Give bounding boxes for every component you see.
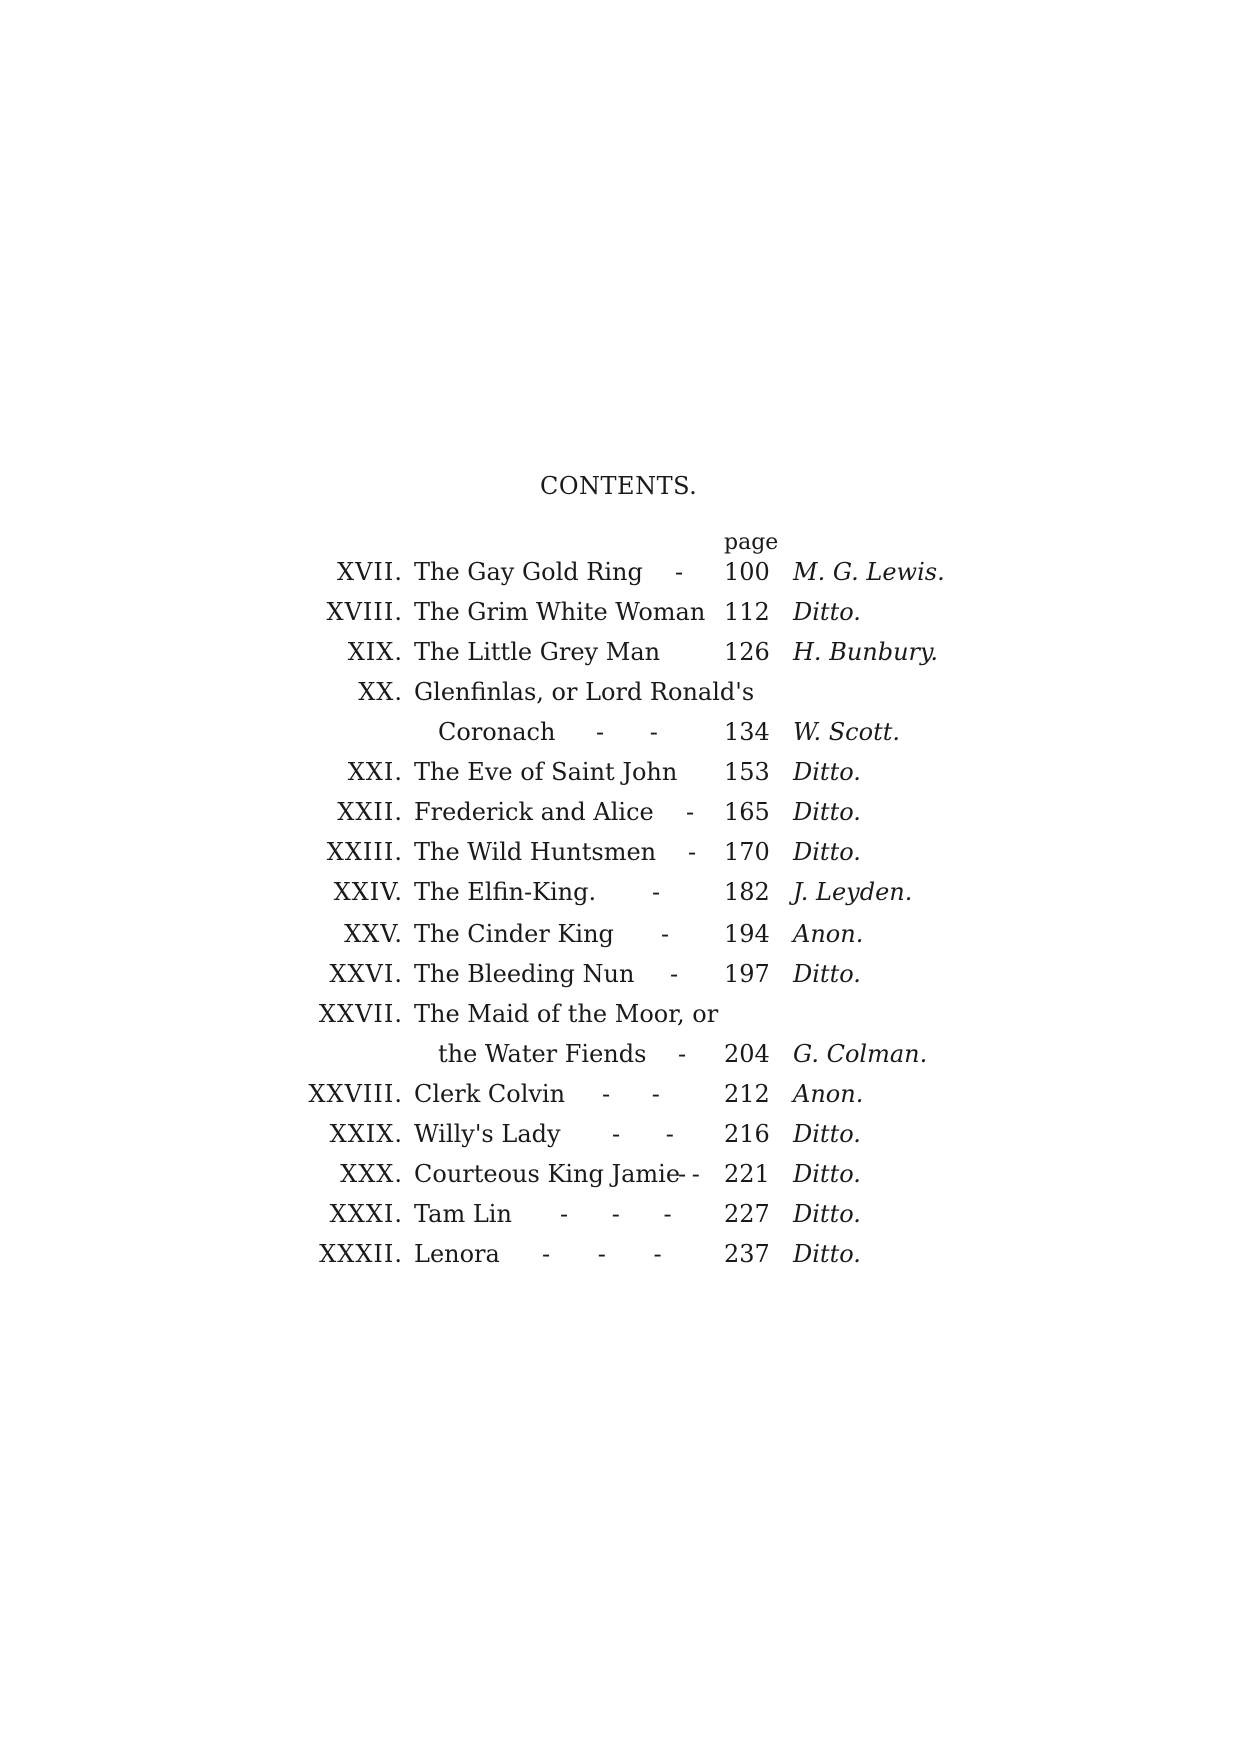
toc-entry-continuation [0,718,1241,754]
entry-author: Anon. [793,1080,864,1108]
toc-entry [0,838,1241,874]
entry-leader: - - - [542,1240,662,1268]
entry-page: 182 [724,878,770,906]
entry-author: Ditto. [793,758,861,786]
entry-number: XX. [358,678,403,706]
entry-title: The Eve of Saint John [414,758,678,786]
entry-number: XXX. [340,1160,403,1188]
entry-page: 204 [724,1040,770,1068]
entry-number: XXXII. [319,1240,403,1268]
entry-title: The Little Grey Man [414,638,661,666]
entry-number: XXXI. [329,1200,403,1228]
entry-author: J. Leyden. [793,878,913,906]
entry-leader: - - [612,1120,674,1148]
entry-title: The Bleeding Nun [414,960,635,988]
entry-number: XIX. [347,638,403,666]
toc-entry [0,1200,1241,1236]
entry-leader: - [678,1040,687,1068]
entry-author: Ditto. [793,1240,861,1268]
entry-author: Ditto. [793,1200,861,1228]
entry-title: Lenora [414,1240,500,1268]
entry-title: Tam Lin [414,1200,512,1228]
entry-title: The Maid of the Moor, or [414,1000,719,1028]
entry-number: XXII. [337,798,403,826]
entry-title: The Elfin-King. [414,878,597,906]
entry-title: The Cinder King [414,920,614,948]
entry-number: XXVII. [318,1000,403,1028]
entry-number: XXIII. [326,838,403,866]
entry-page: 126 [724,638,770,666]
entry-author: Ditto. [793,598,861,626]
entry-page: 170 [724,838,770,866]
entry-title: Willy's Lady [414,1120,561,1148]
entry-page: 100 [724,558,770,586]
entry-title: The Grim White Woman [414,598,706,626]
entry-title: Coronach [438,718,556,746]
entry-leader: - [670,960,679,988]
entry-title: the Water Fiends [438,1040,647,1068]
entry-author: G. Colman. [793,1040,928,1068]
entry-leader: - - [602,1080,660,1108]
entry-author: M. G. Lewis. [793,558,945,586]
entry-leader: - [675,558,684,586]
toc-entry [0,1000,1241,1036]
entry-author: Ditto. [793,1120,861,1148]
entry-page: 112 [724,598,770,626]
toc-entry [0,638,1241,674]
entry-leader: - [686,798,695,826]
entry-number: XXIV. [333,878,403,906]
entry-page: 165 [724,798,770,826]
toc-entry [0,878,1241,914]
entry-title: The Gay Gold Ring [414,558,643,586]
entry-title: Glenfinlas, or Lord Ronald's [414,678,755,706]
toc-entry [0,798,1241,834]
entry-title: The Wild Huntsmen [414,838,657,866]
entry-author: Ditto. [793,838,861,866]
entry-number: XXIX. [329,1120,403,1148]
entry-leader: - - [678,1160,700,1188]
entry-leader: - [661,920,670,948]
page-column-label: page [724,530,779,555]
entry-title: Courteous King Jamie [414,1160,681,1188]
entry-page: 221 [724,1160,770,1188]
toc-entry [0,1160,1241,1196]
toc-entry [0,558,1241,594]
entry-leader: - [652,878,661,906]
entry-title: Clerk Colvin [414,1080,566,1108]
entry-title: Frederick and Alice [414,798,654,826]
toc-entry [0,598,1241,634]
toc-entry [0,1120,1241,1156]
toc-entry [0,758,1241,794]
entry-page: 216 [724,1120,770,1148]
toc-entry [0,960,1241,996]
entry-leader: - - [596,718,658,746]
entry-number: XXVI. [329,960,403,988]
toc-entry [0,1240,1241,1276]
entry-author: Anon. [793,920,864,948]
entry-leader: - [688,838,697,866]
toc-entry [0,1080,1241,1116]
entry-author: Ditto. [793,798,861,826]
entry-page: 194 [724,920,770,948]
entry-page: 197 [724,960,770,988]
entry-page: 237 [724,1240,770,1268]
toc-entry [0,920,1241,956]
page-title: CONTENTS. [540,472,698,500]
entry-number: XVII. [336,558,403,586]
entry-number: XXI. [347,758,403,786]
entry-number: XXV. [344,920,403,948]
entry-author: Ditto. [793,1160,861,1188]
entry-leader: - - - [560,1200,672,1228]
toc-entry-continuation [0,1040,1241,1076]
entry-author: H. Bunbury. [793,638,939,666]
entry-author: Ditto. [793,960,861,988]
entry-page: 134 [724,718,770,746]
entry-page: 212 [724,1080,770,1108]
entry-page: 153 [724,758,770,786]
entry-page: 227 [724,1200,770,1228]
toc-entry [0,678,1241,714]
entry-author: W. Scott. [793,718,900,746]
entry-number: XVIII. [326,598,403,626]
entry-number: XXVIII. [308,1080,403,1108]
